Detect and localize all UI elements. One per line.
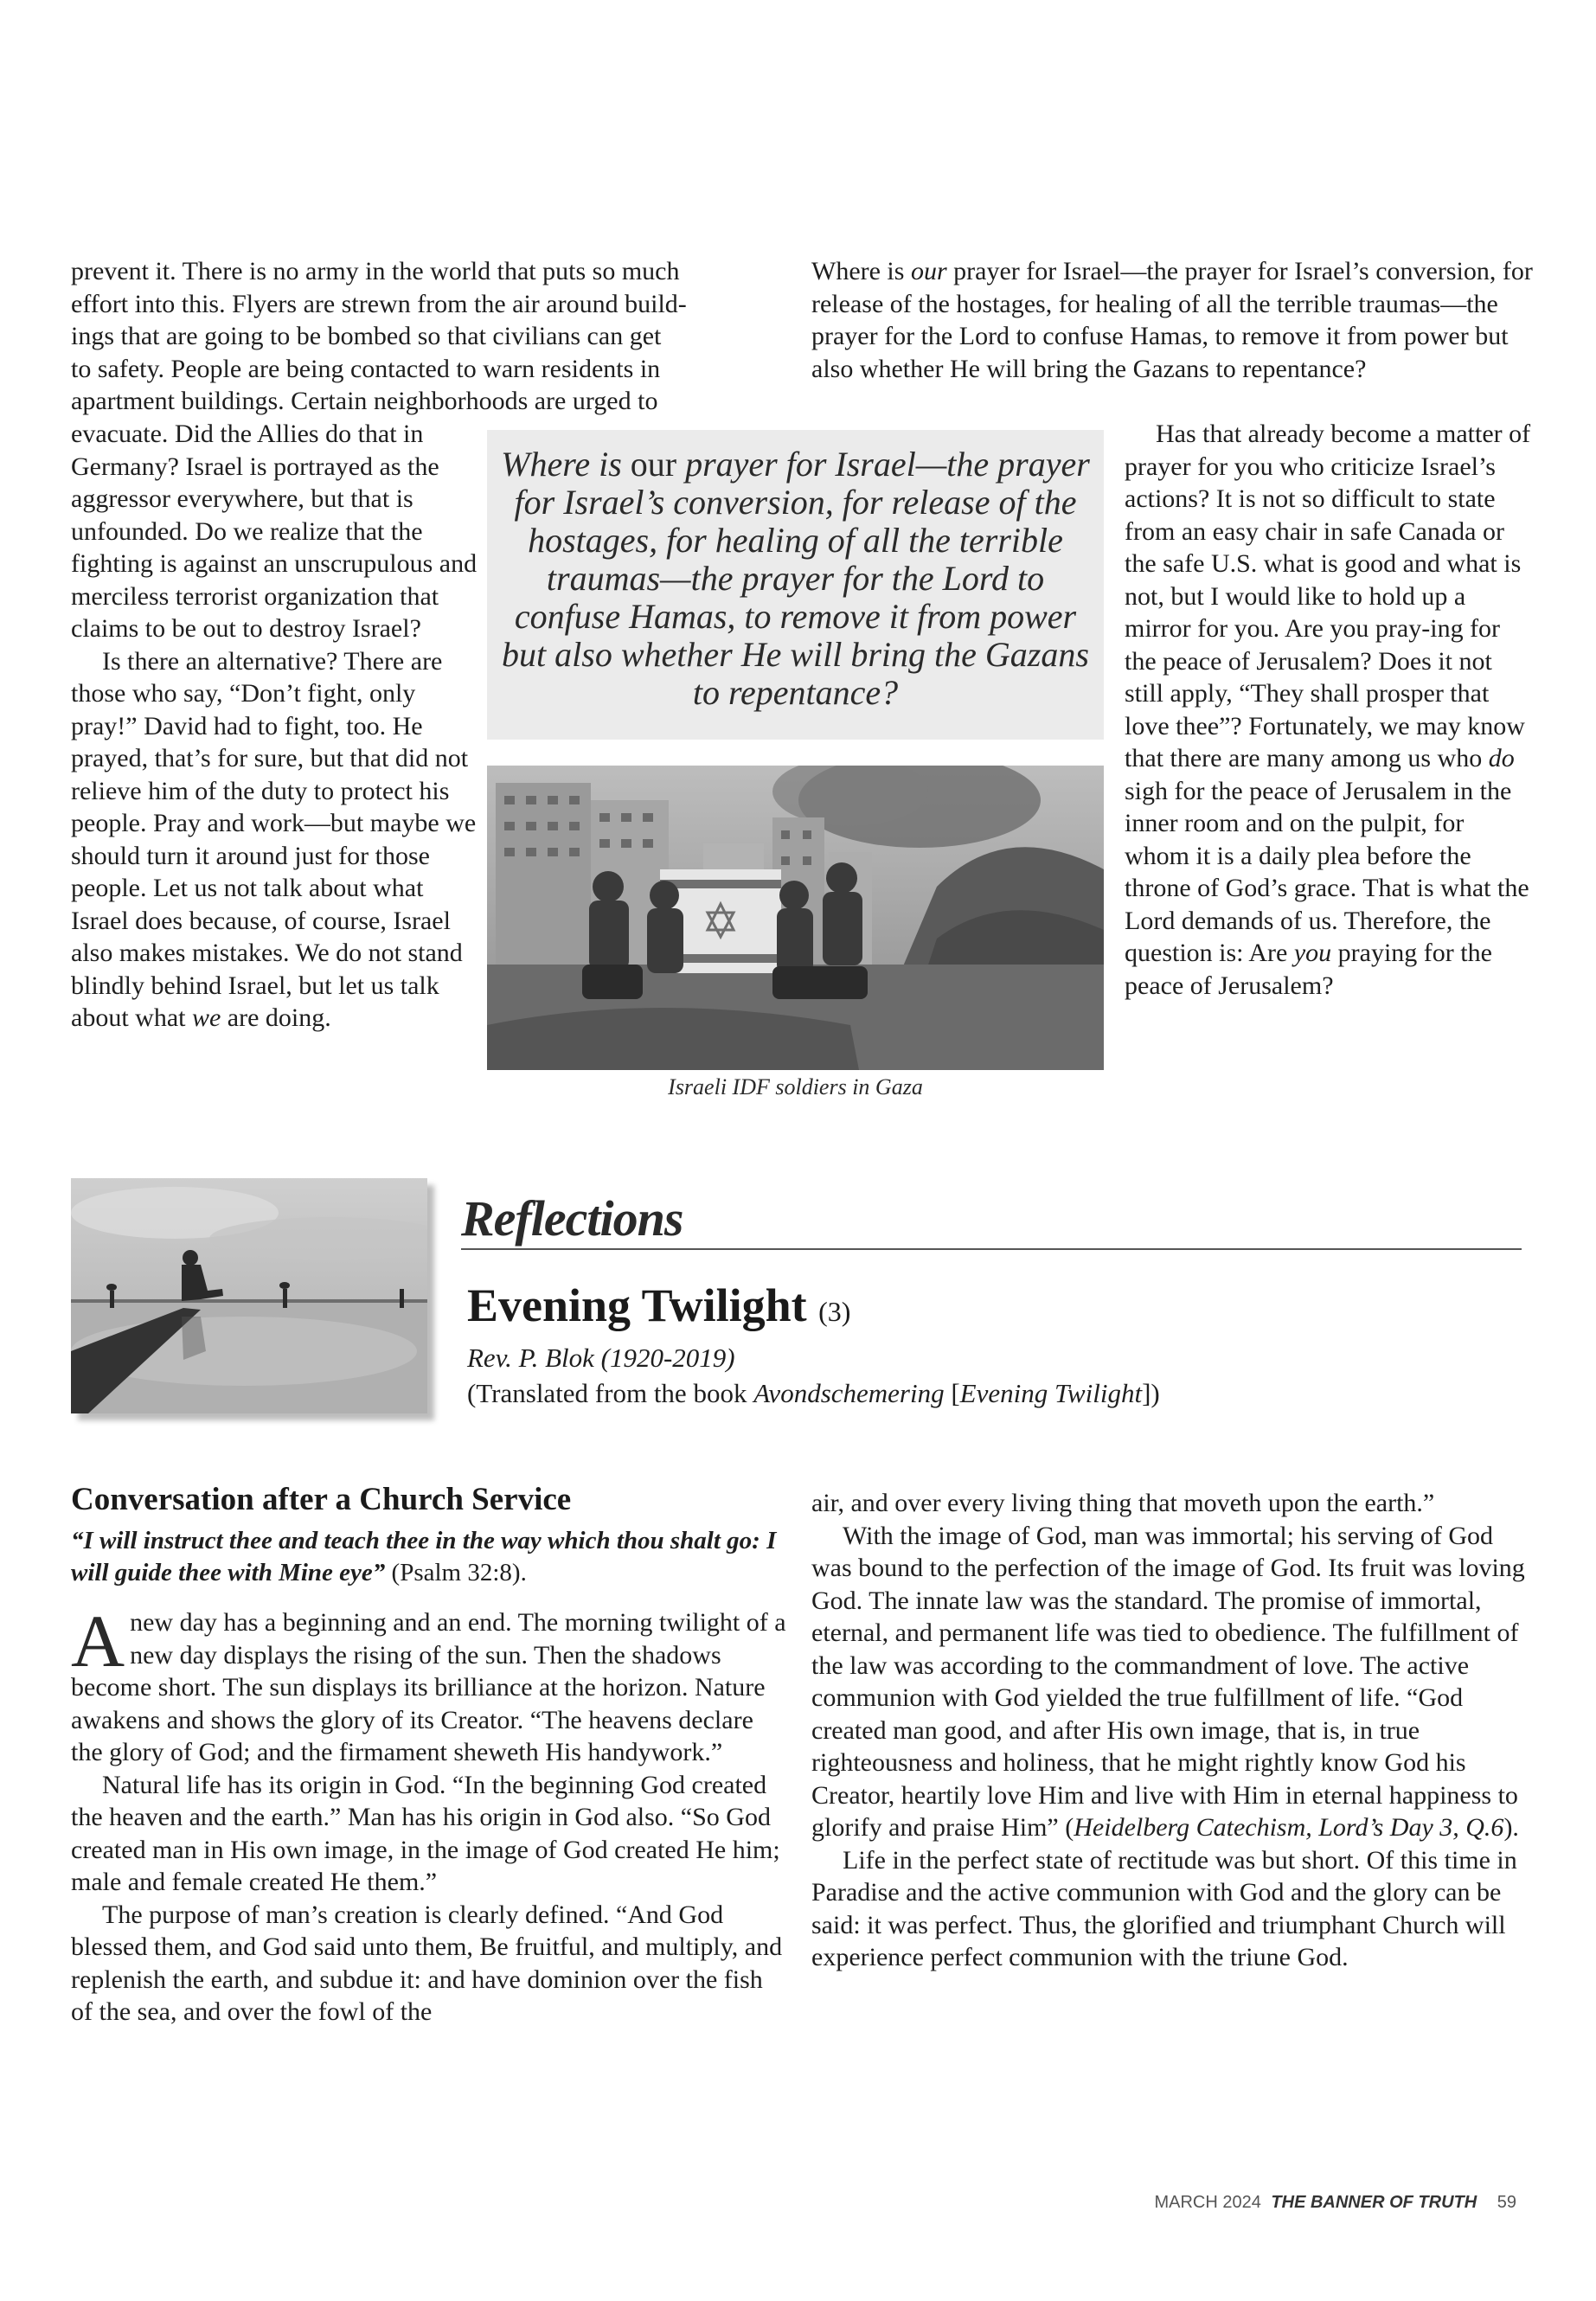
text-line: prevent it. There is no army in the world that puts so much <box>71 257 680 285</box>
text-line: to safety. People are being contacted to warn residents in <box>71 354 661 383</box>
reflections-photo <box>71 1178 427 1413</box>
text-line: effort into this. Flyers are strewn from the air around build- <box>71 289 687 318</box>
paragraph: Is there an alternative? There are those who say, “Don’t fight, only pray!” David had to fight, too. He prayed, that’s for sure, but that did not relieve him of the duty to protect his people. Pray and work—but maybe we should turn it around just for those people. Let us not talk about what Israel does because, of course, Israel also makes mistakes. We do not stand blindly behind Israel, but let us talk about what we are doing. <box>71 646 477 1032</box>
soldiers-photo-illustration <box>487 766 1104 1070</box>
paragraph: Where is our prayer for Israel—the prayer for Israel’s conversion, for release of the hostages, for healing of all the terrible traumas—the prayer for the Lord to confuse Hamas, to remove it from power but also whether He will bring the Gazans to repentance? <box>811 257 1533 383</box>
translated-note: (Translated from the book Avondschemering [Evening Twilight]) <box>467 1378 1160 1408</box>
article-title: Evening Twilight (3) <box>467 1279 851 1331</box>
text-line: ings that are going to be bombed so that civilians can get <box>71 322 662 350</box>
drop-cap: A <box>71 1599 125 1682</box>
article-subtitle: Conversation after a Church Service <box>71 1482 572 1517</box>
page-number: 59 <box>1497 2193 1516 2212</box>
pullquote-text: Where is our prayer for Israel—the prayer for Israel’s conversion, for release of the hostages, for healing of all the terrible traumas—the prayer for the Lord to confuse Hamas, to remove it from power but also whether He will bring the Gazans to repentance? <box>501 445 1090 712</box>
section-title: Reflections <box>461 1190 683 1247</box>
pullquote-box <box>487 430 1104 740</box>
paragraph: With the image of God, man was immortal; his serving of God was bound to the perfection of the image of God. Its fruit was loving God. The innate law was the standard. The promise of immortal, eternal, and permanent life was tied to obedience. The fulfillment of the law was according to the commandment of love. The active communion with God yielded the true fulfillment of life. “God created man good, and after His own image, that is, in true righteousness and holiness, that he might rightly know God his Creator, heartily love Him and live with Him in eternal happiness to glorify and praise Him” (Heidelberg Catechism, Lord’s Day 3, Q.6). <box>811 1521 1525 1842</box>
paragraph: Has that already become a matter of prayer for you who criticize Israel’s actions? It is not so difficult to state from an easy chair in safe Canada or the safe U.S. what is good and what is not, but I would like to hold up a mirror for you. Are you pray-ing for the peace of Jerusalem? Does it not still apply, “They shall prosper that love thee”? Fortunately, we may know that there are many among us who do sigh for the peace of Jerusalem in the inner room and on the pulpit, for whom it is a daily plea before the throne of God’s grace. That is what the Lord demands of us. Therefore, the question is: Are you praying for the peace of Jerusalem? <box>1125 420 1531 1000</box>
byline: Rev. P. Blok (1920-2019) <box>467 1343 735 1373</box>
section-rule <box>461 1248 1522 1250</box>
footer-magazine: THE BANNER OF TRUTH <box>1271 2193 1477 2212</box>
paragraph: air, and over every living thing that moveth upon the earth.” <box>811 1489 1435 1517</box>
paragraph: Natural life has its origin in God. “In the beginning God created the heaven and the earth.” Man has his origin in God also. “So God created man in His own image, in the image of God created He him; male and female created He them.” <box>71 1770 780 1896</box>
footer-date: MARCH 2024 <box>1154 2193 1261 2212</box>
paragraph: Anew day has a beginning and an end. The morning twilight of a new day displays the rising of the sun. Then the shadows become short. The sun displays its brilliance at the horizon. Nature awakens and shows the glory of its Creator. “The heavens declare the glory of God; and the firmament sheweth His handywork.” <box>71 1599 786 1766</box>
reflections-photo-illustration <box>71 1178 427 1413</box>
top-full-width-text <box>71 255 789 418</box>
right-narrow-column <box>1125 418 1531 1002</box>
part-number: (3) <box>818 1296 851 1327</box>
paragraph: Life in the perfect state of rectitude was but short. Of this time in Paradise and the active communion with God and the glory can be said: it was perfect. Thus, the glorified and triumphant Church will experience perfect communion with the triune God. <box>811 1845 1517 1971</box>
text-line: apartment buildings. Certain neighborhoods are urged to <box>71 387 658 415</box>
left-narrow-column <box>71 418 478 1035</box>
soldiers-photo <box>487 766 1104 1070</box>
paragraph: The purpose of man’s creation is clearly defined. “And God blessed them, and God said unto them, Be fruitful, and multiply, and replenish the earth, and subdue it: and have dominion over the fish of the sea, and over the fowl of the <box>71 1900 783 2026</box>
article2-left-column <box>71 1481 791 2029</box>
paragraph: evacuate. Did the Allies do that in Germany? Israel is portrayed as the aggressor everywhere, but that is unfounded. Do we realize that the fighting is against an unscrupulous and merciless terrorist organization that claims to be out to destroy Israel? <box>71 420 478 643</box>
epigraph: “I will instruct thee and teach thee in the way which thou shalt go: I will guide thee with Mine eye” (Psalm 32:8). <box>71 1527 777 1586</box>
page-footer <box>1154 2193 1516 2213</box>
right-top-text <box>811 255 1536 385</box>
photo-caption: Israeli IDF soldiers in Gaza <box>668 1074 923 1099</box>
article2-right-column <box>811 1487 1531 1974</box>
